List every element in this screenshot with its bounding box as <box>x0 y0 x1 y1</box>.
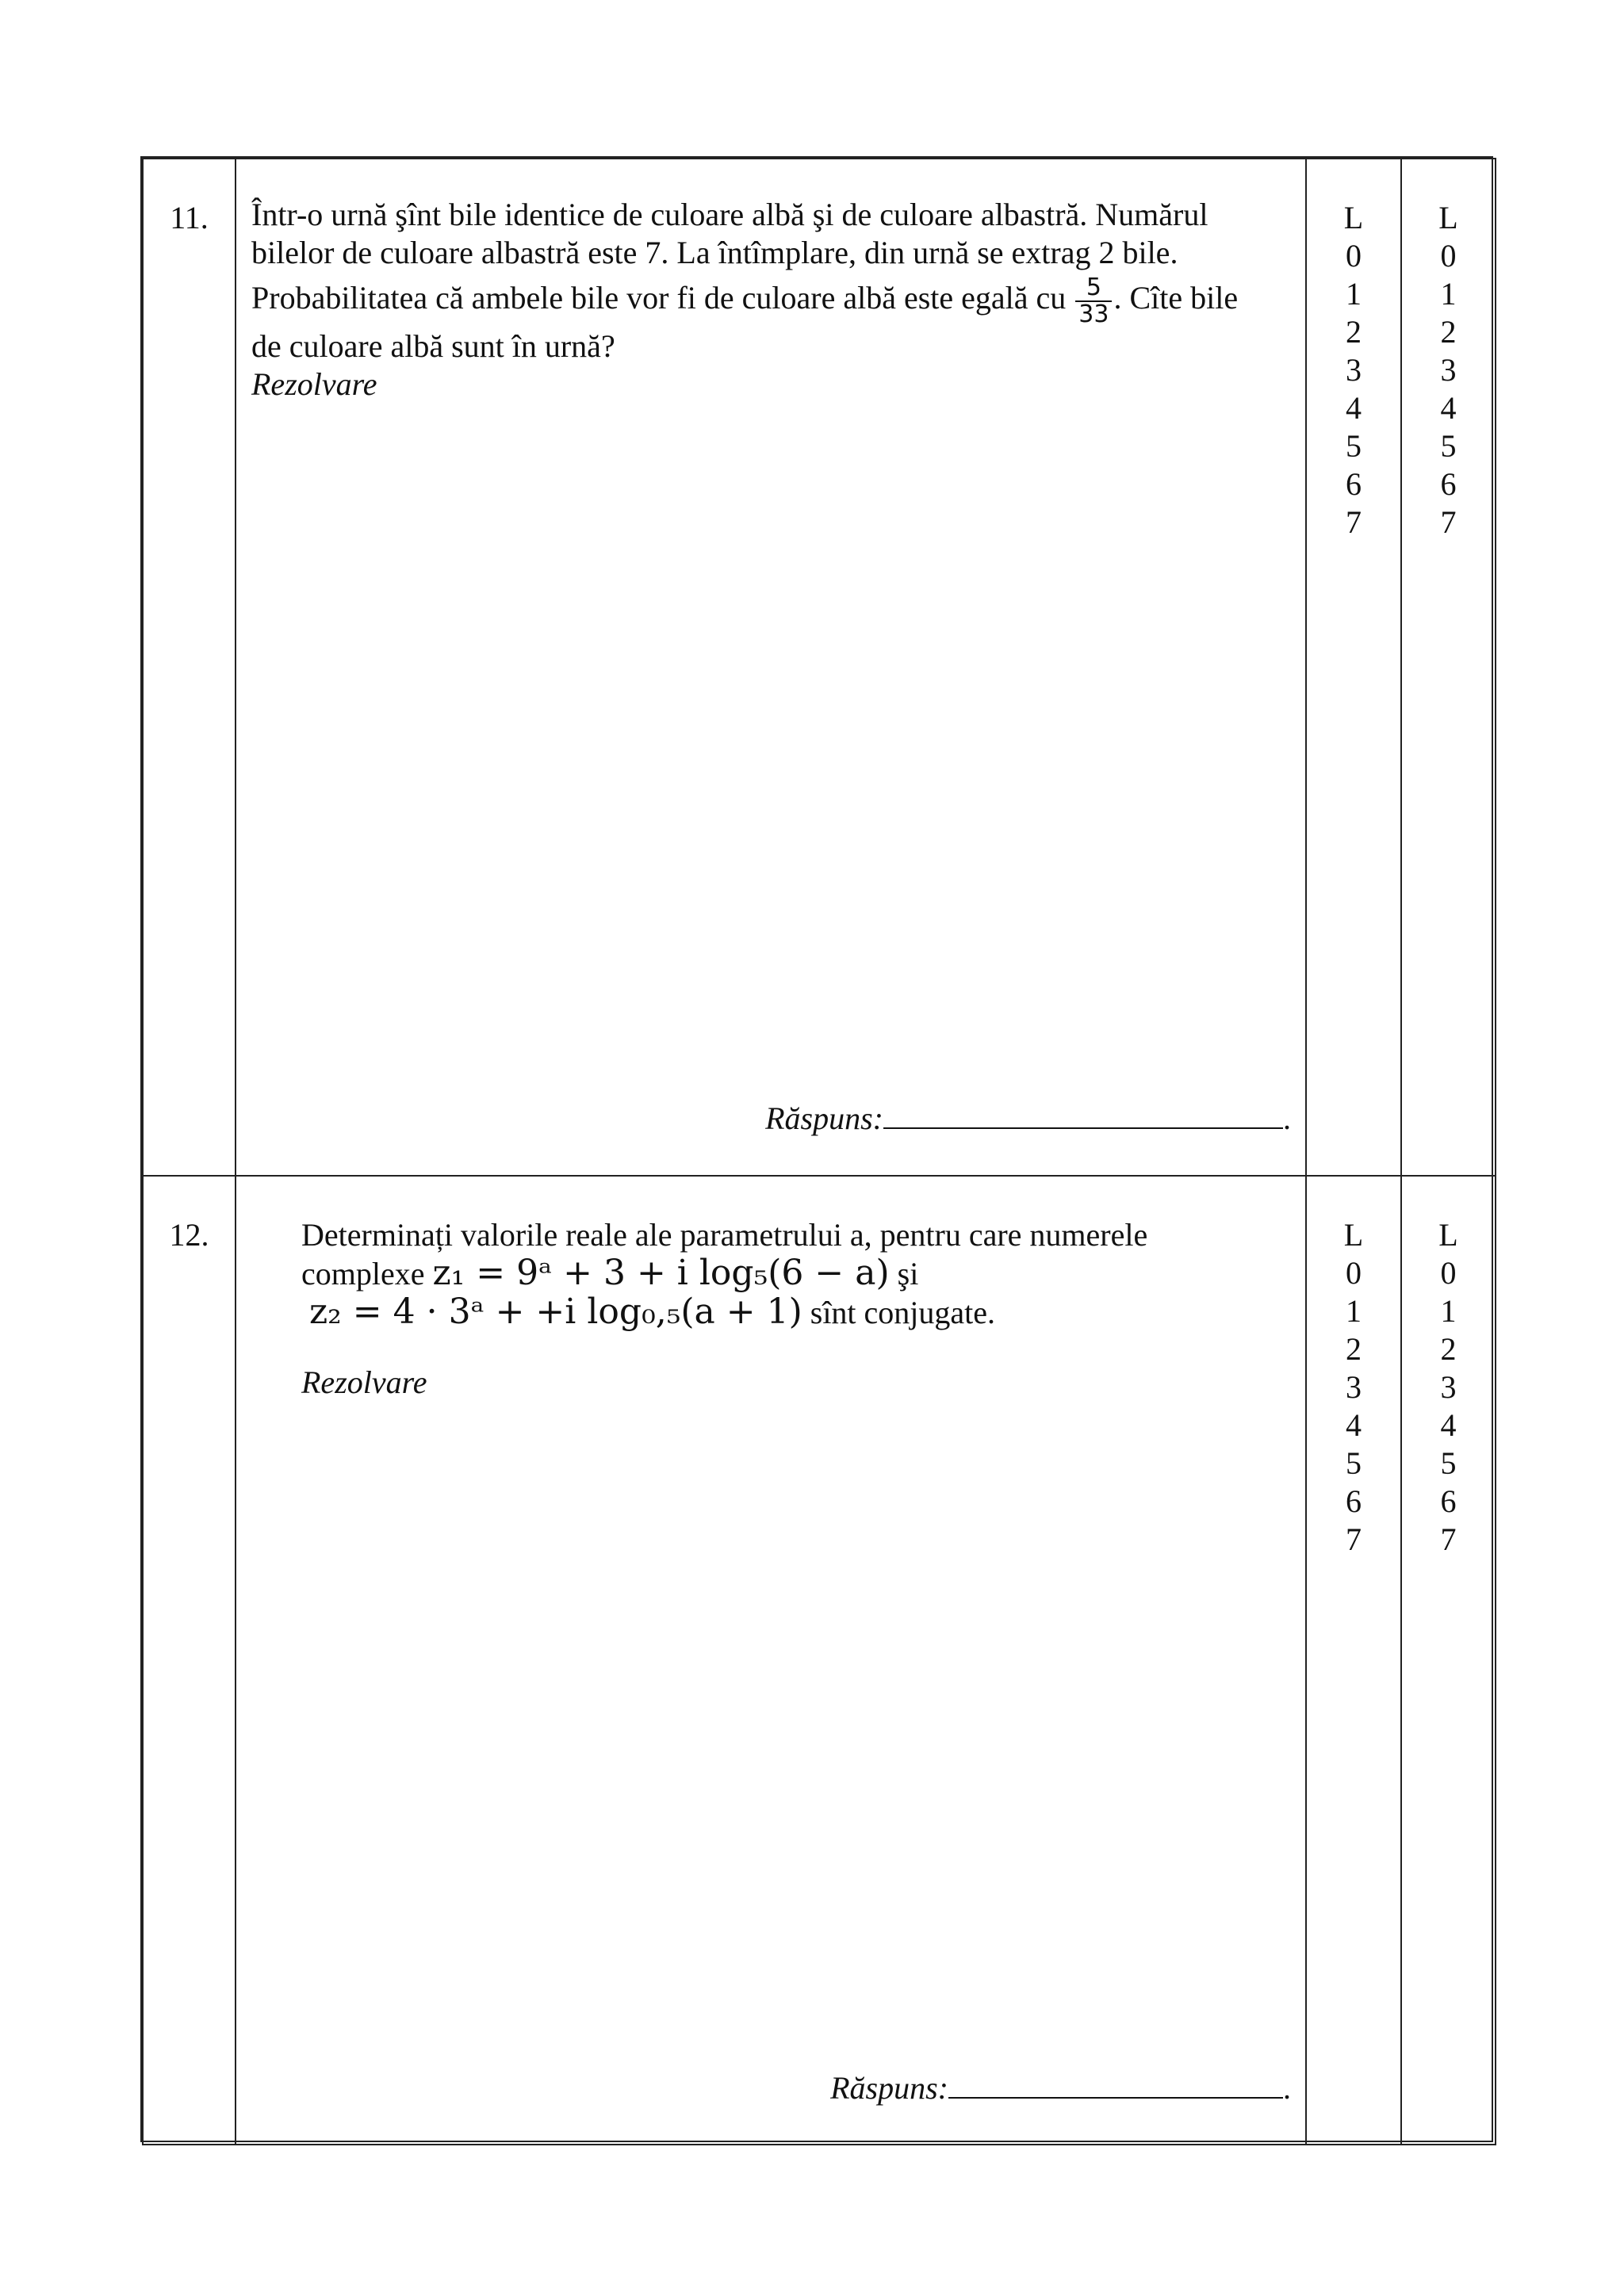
score-level[interactable]: 5 <box>1346 428 1362 464</box>
task-number: 12. <box>143 1176 236 2145</box>
score-level[interactable]: 0 <box>1440 1255 1457 1291</box>
score-level[interactable]: 2 <box>1346 1331 1362 1367</box>
probability-suffix: . Cîte bile <box>1113 280 1239 316</box>
score-level[interactable]: 5 <box>1346 1445 1362 1481</box>
answer-field[interactable] <box>948 2070 1283 2099</box>
statement-line: bilelor de culoare albastră este 7. La întîmplare, din urnă se extrag 2 bile. <box>251 235 1178 270</box>
score-level[interactable]: L <box>1343 200 1364 235</box>
score-level[interactable]: 3 <box>1440 352 1457 388</box>
score-level[interactable]: 3 <box>1346 1369 1362 1405</box>
score-level[interactable]: L <box>1438 1217 1458 1253</box>
score-level[interactable]: 7 <box>1346 1521 1362 1557</box>
task-body-11 <box>236 159 1306 1176</box>
fraction-numerator: 5 <box>1075 275 1112 302</box>
statement-line: de culoare albă sunt în urnă? <box>251 328 615 364</box>
answer-field[interactable] <box>883 1100 1283 1129</box>
score-level[interactable]: 2 <box>1440 314 1457 350</box>
score-level[interactable]: 4 <box>1440 390 1457 426</box>
score-level[interactable]: 0 <box>1440 238 1457 274</box>
statement-line: Într-o urnă şînt bile identice de culoare albă şi de culoare albastră. Numărul <box>251 197 1208 232</box>
solution-label: Rezolvare <box>251 366 377 402</box>
answer-end: . <box>1283 2070 1291 2106</box>
score-level[interactable]: 0 <box>1346 1255 1362 1291</box>
score-level[interactable]: 6 <box>1346 1483 1362 1519</box>
task-statement <box>251 196 1289 365</box>
score-levels-column <box>1401 159 1496 1176</box>
z1-prefix: complexe <box>301 1256 433 1292</box>
score-level[interactable]: 1 <box>1440 276 1457 312</box>
task-row-11 <box>143 159 1496 1176</box>
score-level[interactable]: L <box>1343 1217 1364 1253</box>
score-level[interactable]: 6 <box>1440 466 1457 502</box>
solution-label: Rezolvare <box>301 1364 427 1400</box>
score-level[interactable]: 0 <box>1346 238 1362 274</box>
score-levels-column <box>1306 159 1401 1176</box>
answer-label: Răspuns: <box>830 2070 948 2106</box>
exam-table <box>142 158 1496 2145</box>
statement-line-probability <box>251 275 1289 327</box>
score-level[interactable]: 3 <box>1346 352 1362 388</box>
score-level[interactable]: 7 <box>1440 504 1457 540</box>
score-level[interactable]: 2 <box>1440 1331 1457 1367</box>
task-body-12 <box>236 1176 1306 2145</box>
exam-sheet <box>140 156 1493 2142</box>
z1-formula: z₁ = 9ᵃ + 3 + i log₅(6 − a) <box>432 1253 890 1293</box>
score-level[interactable]: 5 <box>1440 1445 1457 1481</box>
task-statement <box>301 1216 1289 1332</box>
answer-label: Răspuns: <box>765 1100 883 1136</box>
answer-end: . <box>1283 1100 1291 1136</box>
score-level[interactable]: 6 <box>1440 1483 1457 1519</box>
fraction <box>1075 275 1112 327</box>
score-level[interactable]: 4 <box>1346 390 1362 426</box>
score-level[interactable]: 3 <box>1440 1369 1457 1405</box>
task-row-12 <box>143 1176 1496 2145</box>
score-level[interactable]: 7 <box>1440 1521 1457 1557</box>
score-level[interactable]: 1 <box>1440 1293 1457 1329</box>
score-level[interactable]: 1 <box>1346 1293 1362 1329</box>
z1-suffix: şi <box>889 1256 919 1292</box>
statement-line-z2 <box>309 1293 1289 1332</box>
score-level[interactable]: 1 <box>1346 276 1362 312</box>
score-levels-column <box>1401 1176 1496 2145</box>
score-level[interactable]: 2 <box>1346 314 1362 350</box>
score-levels-column <box>1306 1176 1401 2145</box>
statement-line-z1 <box>301 1254 1289 1293</box>
answer-line <box>830 2069 1291 2107</box>
z2-suffix: sînt conjugate. <box>802 1295 996 1330</box>
score-level[interactable]: 7 <box>1346 504 1362 540</box>
score-level[interactable]: 5 <box>1440 428 1457 464</box>
score-level[interactable]: L <box>1438 200 1458 235</box>
score-level[interactable]: 4 <box>1346 1407 1362 1443</box>
task-number: 11. <box>143 159 236 1176</box>
statement-line: Determinați valorile reale ale parametrului a, pentru care numerele <box>301 1217 1148 1253</box>
z2-formula: z₂ = 4 · 3ᵃ + +i log₀,₅(a + 1) <box>309 1292 802 1332</box>
answer-line <box>765 1100 1291 1138</box>
probability-prefix: Probabilitatea că ambele bile vor fi de culoare albă este egală cu <box>251 280 1074 316</box>
fraction-denominator: 33 <box>1078 300 1109 328</box>
score-level[interactable]: 6 <box>1346 466 1362 502</box>
score-level[interactable]: 4 <box>1440 1407 1457 1443</box>
